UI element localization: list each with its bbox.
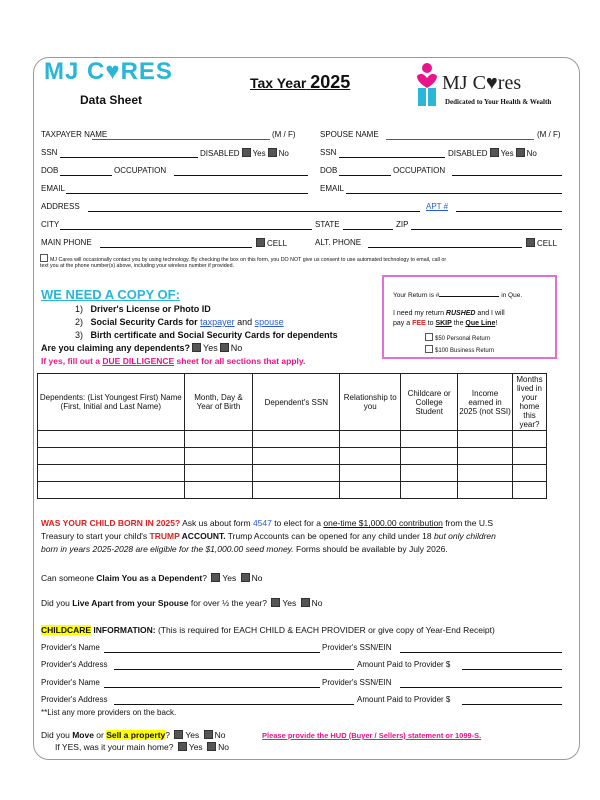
- table-row: [38, 465, 547, 482]
- move-question: Did you Move or Sell a property? Yes No: [41, 730, 226, 740]
- provider-1-ssn-field[interactable]: [400, 652, 562, 653]
- alt-phone-label: ALT. PHONE: [315, 238, 362, 247]
- provider-2-amount-label: Amount Paid to Provider $: [357, 695, 451, 704]
- taxpayer-disabled-yes-checkbox[interactable]: [242, 148, 251, 157]
- spouse-name-field[interactable]: [386, 139, 534, 140]
- alt-phone-field[interactable]: [368, 247, 522, 248]
- provider-2-ssn-label: Provider's SSN/EIN: [322, 678, 392, 687]
- taxpayer-disabled: DISABLED Yes No: [200, 149, 289, 158]
- provider-2-address-label: Provider's Address: [41, 695, 108, 704]
- spouse-ssn-label: SSN: [320, 148, 337, 157]
- city-field[interactable]: [60, 229, 312, 230]
- tax-year-label: Tax Year 2025: [250, 72, 351, 92]
- main-home-yes-checkbox[interactable]: [178, 742, 187, 751]
- child-born-line-2: Treasury to start your child's TRUMP ACCOUNT. Trump Accounts can be opened for any child under 18 but only children: [41, 531, 496, 541]
- address-label: ADDRESS: [41, 202, 80, 211]
- live-apart-no-checkbox[interactable]: [301, 598, 310, 607]
- rush-option-business: $100 Business Return: [425, 345, 494, 354]
- spouse-mf: (M / F): [537, 130, 561, 139]
- apt-label: APT #: [426, 202, 449, 211]
- zip-field[interactable]: [411, 229, 562, 230]
- spouse-occupation-label: OCCUPATION: [393, 166, 446, 175]
- copy-item-3: 3) Birth certificate and Social Security Cards for dependents: [75, 330, 338, 340]
- state-field[interactable]: [343, 229, 393, 230]
- main-home-question: If YES, was it your main home? Yes No: [55, 742, 229, 752]
- more-providers-note: **List any more providers on the back.: [41, 708, 177, 717]
- rush-option-personal: $50 Personal Return: [425, 333, 490, 342]
- alt-phone-cell: CELL: [524, 238, 557, 248]
- provider-2-address-field[interactable]: [114, 704, 354, 705]
- live-apart-yes-checkbox[interactable]: [271, 598, 280, 607]
- dependents-table: [37, 373, 547, 499]
- rush-queue-line: Your Return is # in Que.: [393, 292, 523, 299]
- spouse-ssn-field[interactable]: [339, 157, 445, 158]
- header-months-lived: Months lived in your home this year?: [512, 374, 546, 431]
- we-need-copy-heading: WE NEED A COPY OF:: [41, 287, 180, 302]
- brand-logo-left: MJ C♥RES: [44, 58, 173, 85]
- claimed-as-dependent-question: Can someone Claim You as a Dependent? Yes No: [41, 573, 263, 583]
- taxpayer-email-label: EMAIL: [41, 184, 66, 193]
- childcare-heading: CHILDCARE INFORMATION: (This is required for EACH CHILD & EACH PROVIDER or give copy of Year-End Receipt): [41, 625, 495, 635]
- taxpayer-ssn-label: SSN: [41, 148, 58, 157]
- spouse-occupation-field[interactable]: [452, 175, 562, 176]
- rush-business-checkbox[interactable]: [425, 345, 433, 353]
- move-yes-checkbox[interactable]: [174, 730, 183, 739]
- taxpayer-email-field[interactable]: [66, 193, 308, 194]
- main-phone-cell-checkbox[interactable]: [256, 238, 265, 247]
- main-phone-cell: CELL: [254, 238, 287, 248]
- header-dependent-name: Dependents: (List Youngest First) Name (First, Initial and Last Name): [38, 374, 185, 431]
- live-apart-question: Did you Live Apart from your Spouse for over ½ the year? Yes No: [41, 598, 323, 608]
- taxpayer-ssn-field[interactable]: [60, 157, 198, 158]
- claim-dependents-yes-checkbox[interactable]: [192, 343, 201, 352]
- taxpayer-occupation-label: OCCUPATION: [114, 166, 167, 175]
- spouse-dob-label: DOB: [320, 166, 338, 175]
- spouse-email-field[interactable]: [346, 193, 562, 194]
- provider-1-name-label: Provider's Name: [41, 643, 100, 652]
- header-relationship: Relationship to you: [340, 374, 401, 431]
- main-phone-label: MAIN PHONE: [41, 238, 92, 247]
- provider-2-ssn-field[interactable]: [400, 687, 562, 688]
- provider-1-ssn-label: Provider's SSN/EIN: [322, 643, 392, 652]
- claim-dependents-no-checkbox[interactable]: [220, 343, 229, 352]
- consent-text: MJ Cares will occasionally contact you by using technology. By checking the box on this form, you DO NOT give us consent to use automated technology to email, call or text you at the phone number(s) above, including your wireless number if provided.: [40, 254, 446, 269]
- zip-label: ZIP: [396, 220, 409, 229]
- state-label: STATE: [315, 220, 340, 229]
- taxpayer-dob-label: DOB: [41, 166, 59, 175]
- taxpayer-mf: (M / F): [272, 130, 296, 139]
- mj-cares-logo-icon: [414, 62, 440, 102]
- copy-item-1: 1) Driver's License or Photo ID: [75, 304, 211, 314]
- table-row: [38, 431, 547, 448]
- child-born-line-1: WAS YOUR CHILD BORN IN 2025? Ask us about form 4547 to elect for a one-time $1,000.00 contribution from the U.S: [41, 518, 493, 528]
- header-childcare-student: Childcare or College Student: [401, 374, 458, 431]
- header-birth-date: Month, Day & Year of Birth: [184, 374, 253, 431]
- claimed-as-dependent-no-checkbox[interactable]: [241, 573, 250, 582]
- provider-1-name-field[interactable]: [104, 652, 320, 653]
- spouse-dob-field[interactable]: [339, 175, 391, 176]
- main-home-no-checkbox[interactable]: [207, 742, 216, 751]
- copy-item-2: 2) Social Security Cards for taxpayer and spouse: [75, 317, 284, 327]
- spouse-disabled-yes-checkbox[interactable]: [490, 148, 499, 157]
- taxpayer-name-label: TAXPAYER NAME: [41, 130, 108, 139]
- taxpayer-occupation-field[interactable]: [174, 175, 308, 176]
- claim-dependents-question: Are you claiming any dependents? Yes No: [41, 343, 243, 353]
- city-label: CITY: [41, 220, 60, 229]
- provider-1-address-field[interactable]: [114, 669, 354, 670]
- rush-request-line: I need my return RUSHED and I will: [393, 310, 505, 317]
- spouse-email-label: EMAIL: [320, 184, 345, 193]
- header-dependent-ssn: Dependent's SSN: [253, 374, 340, 431]
- spouse-disabled: DISABLED Yes No: [448, 149, 537, 158]
- rush-fee-line: pay a FEE to SKIP the Que Line!: [393, 320, 498, 327]
- spouse-name-label: SPOUSE NAME: [320, 130, 379, 139]
- data-sheet-title: Data Sheet: [80, 93, 143, 107]
- move-no-checkbox[interactable]: [204, 730, 213, 739]
- address-field[interactable]: [88, 211, 420, 212]
- dependents-header-row: [38, 374, 547, 431]
- rush-personal-checkbox[interactable]: [425, 333, 433, 341]
- table-row: [38, 482, 547, 499]
- brand-logo-right: MJ C♥res: [442, 72, 522, 94]
- provider-1-amount-label: Amount Paid to Provider $: [357, 660, 451, 669]
- provider-1-address-label: Provider's Address: [41, 660, 108, 669]
- main-phone-field[interactable]: [100, 247, 252, 248]
- provider-1-amount-field[interactable]: [462, 669, 562, 670]
- consent-checkbox[interactable]: [40, 254, 48, 262]
- alt-phone-cell-checkbox[interactable]: [526, 238, 535, 247]
- provider-2-name-field[interactable]: [104, 687, 320, 688]
- due-diligence-note: If yes, fill out a DUE DILLIGENCE sheet for all sections that apply.: [41, 356, 306, 366]
- provider-2-name-label: Provider's Name: [41, 678, 100, 687]
- apt-field[interactable]: [456, 211, 562, 212]
- child-born-line-3: born in years 2025-2028 are eligible for the $1,000.00 seed money. Forms should be available by July 2026.: [41, 544, 448, 554]
- spouse-disabled-no-checkbox[interactable]: [516, 148, 525, 157]
- taxpayer-name-field[interactable]: [92, 139, 270, 140]
- taxpayer-dob-field[interactable]: [60, 175, 112, 176]
- table-row: [38, 448, 547, 465]
- provider-2-amount-field[interactable]: [462, 704, 562, 705]
- hud-statement-note: Please provide the HUD (Buyer / Sellers) statement or 1099-S.: [262, 731, 482, 740]
- tagline: Dedicated to Your Health & Wealth: [445, 98, 552, 106]
- header-income-earned: Income earned in 2025 (not SSI): [458, 374, 513, 431]
- claimed-as-dependent-yes-checkbox[interactable]: [211, 573, 220, 582]
- taxpayer-disabled-no-checkbox[interactable]: [268, 148, 277, 157]
